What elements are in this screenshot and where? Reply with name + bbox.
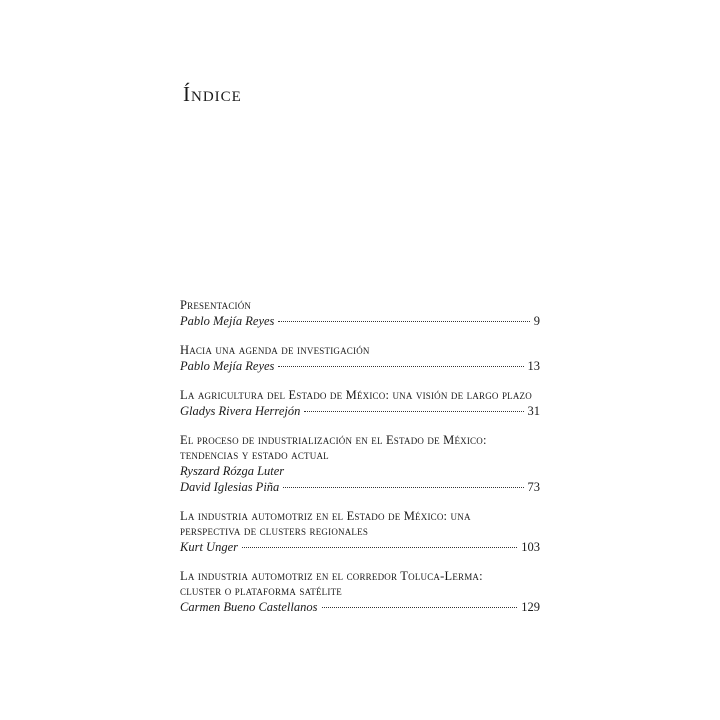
toc-entry-author-line — [180, 358, 540, 374]
toc-entry-author: Pablo Mejía Reyes — [180, 359, 275, 373]
toc-entry-author-line — [180, 539, 540, 555]
toc-entry-title: La agricultura del Estado de México: una visión de largo plazo — [180, 388, 532, 402]
dot-leader — [242, 547, 517, 548]
toc-entry-page-number: 129 — [521, 600, 540, 614]
toc-entry-title: tendencias y estado actual — [180, 448, 329, 462]
toc-entry-page-number: 31 — [527, 404, 540, 418]
toc-entry-author-line — [180, 599, 540, 615]
toc-entry-page-number: 9 — [533, 314, 540, 328]
toc-entry-page-number: 13 — [527, 359, 540, 373]
toc-entry-author: David Iglesias Piña — [180, 480, 280, 494]
toc-entry-title: La industria automotriz en el corredor Toluca-Lerma: — [180, 569, 483, 583]
toc-entry-page-number: 73 — [527, 480, 540, 494]
toc-entry-author: Kurt Unger — [180, 540, 238, 554]
toc-entry — [180, 509, 540, 555]
toc-entry — [180, 433, 540, 495]
toc-entry — [180, 569, 540, 615]
dot-leader — [278, 366, 523, 367]
toc-entry-title: Presentación — [180, 298, 252, 312]
toc-entry-author: Gladys Rivera Herrejón — [180, 404, 301, 418]
toc-entry — [180, 298, 540, 329]
table-of-contents — [180, 298, 540, 629]
page-title: Índice — [183, 82, 242, 106]
toc-entry-author-line — [180, 403, 540, 419]
toc-entry-title: cluster o plataforma satélite — [180, 584, 342, 598]
toc-entry-title: El proceso de industrialización en el Estado de México: — [180, 433, 487, 447]
toc-entry-title: La industria automotriz en el Estado de México: una — [180, 509, 471, 523]
toc-entry-page-number: 103 — [521, 540, 540, 554]
toc-entry-author-line — [180, 479, 540, 495]
toc-entry-author: Carmen Bueno Castellanos — [180, 600, 318, 614]
toc-entry-title: perspectiva de clusters regionales — [180, 524, 369, 538]
toc-entry-author: Pablo Mejía Reyes — [180, 314, 275, 328]
toc-entry-author-line — [180, 313, 540, 329]
toc-entry-author: Ryszard Rózga Luter — [180, 464, 285, 478]
toc-entry — [180, 388, 540, 419]
dot-leader — [283, 487, 523, 488]
dot-leader — [304, 411, 523, 412]
toc-entry — [180, 343, 540, 374]
toc-entry-title: Hacia una agenda de investigación — [180, 343, 370, 357]
dot-leader — [278, 321, 529, 322]
dot-leader — [322, 607, 518, 608]
